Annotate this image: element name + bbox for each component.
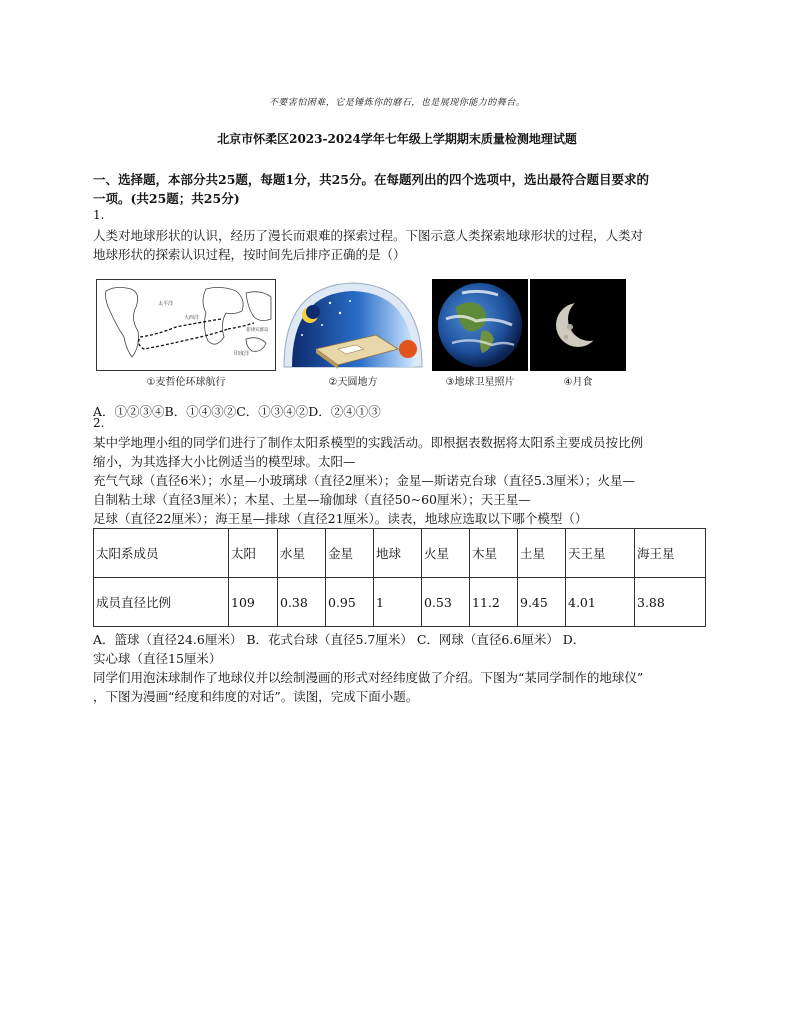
question-2-stem-line1: 某中学地理小组的同学们进行了制作太阳系模型的实践活动。即根据表数据将太阳系主要成员按比例 bbox=[93, 435, 644, 450]
dome-heaven-flat-earth-icon bbox=[280, 279, 426, 371]
question-1-number: 1. bbox=[93, 208, 105, 222]
table-header-row bbox=[94, 529, 706, 578]
map-label-philippines: 菲律宾群岛 bbox=[246, 328, 269, 333]
table-row bbox=[94, 578, 706, 627]
table-cell: 太阳系成员 bbox=[94, 529, 229, 578]
table-cell: 火星 bbox=[422, 529, 470, 578]
table-cell: 木星 bbox=[470, 529, 518, 578]
table-cell: 3.88 bbox=[635, 578, 706, 627]
map-label-indian: 印度洋 bbox=[234, 351, 250, 357]
table-cell: 0.38 bbox=[278, 578, 326, 627]
question-1-stem-line1: 人类对地球形状的认识，经历了漫长而艰难的探索过程。下图示意人类探索地球形状的过程，人类对 bbox=[93, 228, 644, 243]
section-heading-line1: 一、选择题，本部分共25题，每题1分，共25分。在每题列出的四个选项中，选出最符合题目要求的 bbox=[93, 172, 649, 187]
question-1-options: A．①②③④B．①④③②C．①③④②D．②④①③ bbox=[93, 404, 381, 419]
lunar-eclipse-icon bbox=[530, 279, 626, 371]
table-cell: 成员直径比例 bbox=[94, 578, 229, 627]
question-3-stem-line1: 同学们用泡沫球制作了地球仪并以绘制漫画的形式对经纬度做了介绍。下图为“某同学制作的地球仪” bbox=[93, 670, 644, 685]
question-2-options-line2: 实心球（直径15厘米） bbox=[93, 651, 222, 666]
map-label-atlantic: 大西洋 bbox=[184, 315, 200, 321]
table-cell: 土星 bbox=[518, 529, 566, 578]
question-1-stem bbox=[93, 226, 705, 264]
figure-3-caption: ③地球卫星照片 bbox=[445, 377, 515, 388]
table-cell: 4.01 bbox=[566, 578, 635, 627]
question-2-options-line1: A．篮球（直径24.6厘米） B．花式台球（直径5.7厘米） C．网球（直径6.6厘米） D． bbox=[93, 632, 586, 647]
table-cell: 金星 bbox=[326, 529, 374, 578]
figure-4-caption: ④月食 bbox=[563, 377, 593, 388]
table-cell: 水星 bbox=[278, 529, 326, 578]
section-heading bbox=[93, 170, 703, 208]
question-2-options bbox=[93, 630, 705, 668]
exam-title: 北京市怀柔区2023-2024学年七年级上学期期末质量检测地理试题 bbox=[217, 132, 577, 146]
question-2-stem-line4: 自制粘土球（直径3厘米）；木星、土星—瑜伽球（直径50~60厘米）；天王星— bbox=[93, 492, 531, 507]
table-cell: 0.53 bbox=[422, 578, 470, 627]
question-2-number: 2. bbox=[93, 416, 105, 430]
question-1-figures bbox=[96, 279, 636, 389]
map-label-pacific: 太平洋 bbox=[158, 301, 174, 307]
table-cell: 海王星 bbox=[635, 529, 706, 578]
table-cell: 太阳 bbox=[229, 529, 278, 578]
section-heading-line2: 一项。(共25题；共25分) bbox=[93, 191, 240, 206]
table-cell: 1 bbox=[374, 578, 422, 627]
figure-2-caption: ②天圆地方 bbox=[328, 377, 378, 388]
table-cell: 0.95 bbox=[326, 578, 374, 627]
question-2-stem bbox=[93, 433, 705, 528]
table-cell: 9.45 bbox=[518, 578, 566, 627]
question-1-stem-line2: 地球形状的探索认识过程，按时间先后排序正确的是（） bbox=[93, 247, 406, 262]
question-2-stem-line2: 缩小，为其选择大小比例适当的模型球。太阳— bbox=[93, 454, 356, 469]
solar-system-table bbox=[93, 528, 706, 627]
table-cell: 109 bbox=[229, 578, 278, 627]
earth-satellite-photo-icon bbox=[432, 279, 528, 371]
table-cell: 地球 bbox=[374, 529, 422, 578]
figure-1-caption: ①麦哲伦环球航行 bbox=[146, 377, 226, 388]
motto-header: 不要害怕困难，它是锤炼你的磨石，也是展现你能力的舞台。 bbox=[268, 98, 526, 108]
question-3-stem bbox=[93, 668, 705, 706]
world-map-route-icon bbox=[96, 279, 276, 371]
question-2-stem-line3: 充气气球（直径6米）；水星—小玻璃球（直径2厘米）；金星—斯诺克台球（直径5.3厘米）；火星— bbox=[93, 473, 636, 488]
table-cell: 11.2 bbox=[470, 578, 518, 627]
question-3-stem-line2: ，下图为漫画“经度和纬度的对话”。读图，完成下面小题。 bbox=[93, 689, 419, 704]
question-2-stem-line5: 足球（直径22厘米）；海王星—排球（直径21厘米）。读表，地球应选取以下哪个模型（） bbox=[93, 511, 588, 526]
table-cell: 天王星 bbox=[566, 529, 635, 578]
